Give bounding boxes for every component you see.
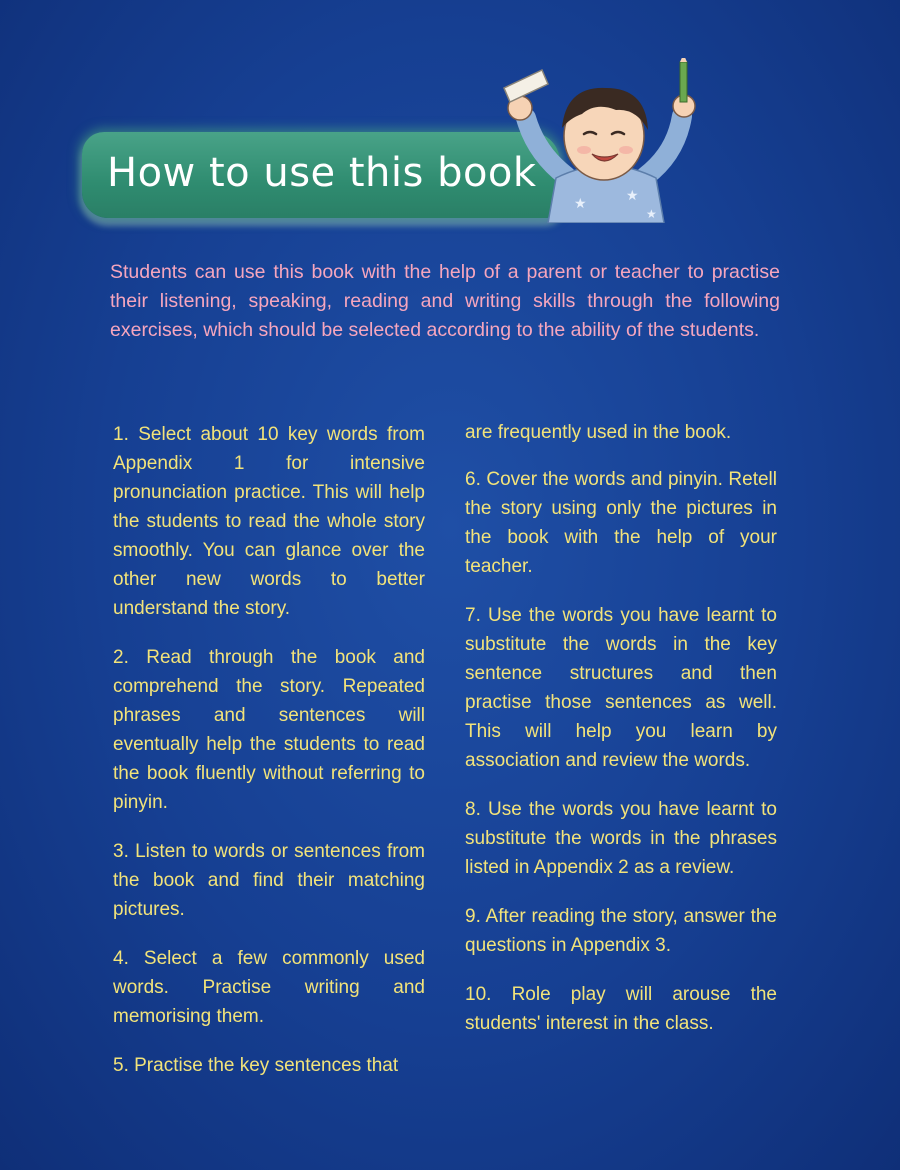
instruction-item: 4. Select a few commonly used words. Practise writing and memorising them.	[113, 948, 425, 1027]
instruction-item: 9. After reading the story, answer the questions in Appendix 3.	[465, 906, 777, 956]
instruction-item: 10. Role play will arouse the students' interest in the class.	[465, 984, 777, 1034]
intro-paragraph: Students can use this book with the help of a parent or teacher to practise their listening, speaking, reading and writing skills through the following exercises, which should be selected according to the ability of the students.	[110, 261, 780, 341]
instruction-item: 1. Select about 10 key words from Appendix 1 for intensive pronunciation practice. This will help the students to read the whole story smoothly. You can glance over the other new words to better understand the story.	[113, 424, 425, 619]
page-title: How to use this book	[107, 150, 537, 196]
instructions-left-column	[113, 420, 425, 1100]
instructions-right-column	[465, 418, 777, 1058]
boy-cheering-illustration	[496, 58, 706, 223]
svg-text:★: ★	[626, 188, 639, 204]
instruction-item-continued: are frequently used in the book.	[465, 422, 732, 443]
instruction-item: 5. Practise the key sentences that	[113, 1055, 399, 1076]
instruction-item: 3. Listen to words or sentences from the book and find their matching pictures.	[113, 841, 425, 920]
instruction-item: 8. Use the words you have learnt to substitute the words in the phrases listed in Appendix 2 as a review.	[465, 799, 777, 878]
svg-text:★: ★	[646, 207, 657, 221]
svg-text:★: ★	[574, 196, 587, 212]
instruction-item: 7. Use the words you have learnt to substitute the words in the key sentence structures and then practise those sentences as well. This will help you learn by association and review the words.	[465, 605, 777, 771]
instruction-item: 6. Cover the words and pinyin. Retell the story using only the pictures in the book with the help of your teacher.	[465, 469, 777, 577]
instruction-item: 2. Read through the book and comprehend the story. Repeated phrases and sentences will eventually help the students to read the book fluently without referring to pinyin.	[113, 647, 425, 813]
